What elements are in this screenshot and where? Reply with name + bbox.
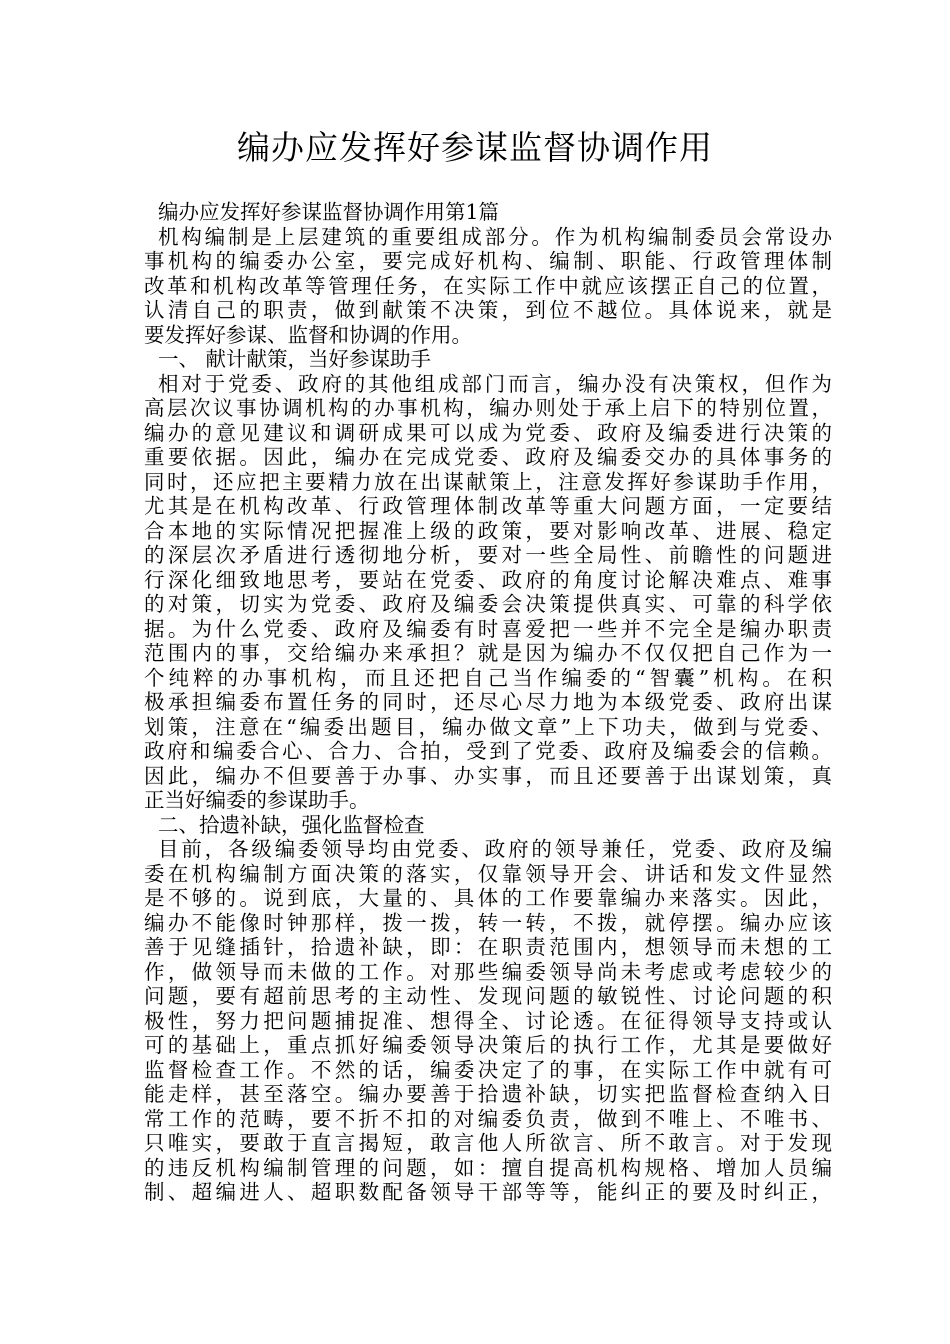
paragraph-line: 改革和机构改革等管理任务，在实际工作中就应该摆正自己的位置， xyxy=(144,273,832,298)
paragraph-line: 相对于党委、政府的其他组成部门而言，编办没有决策权，但作为 xyxy=(158,371,832,396)
paragraph-line: 委在机构编制方面决策的落实，仅靠领导开会、讲话和发文件显然 xyxy=(144,861,832,886)
paragraph-line: 善于见缝插针，拾遗补缺，即：在职责范围内，想领导而未想的工 xyxy=(144,935,832,959)
paragraph-line: 同时，还应把主要精力放在出谋献策上，注意发挥好参谋助手作用， xyxy=(144,469,832,494)
paragraph-line: 尤其是在机构改革、行政管理体制改革等重大问题方面，一定要结 xyxy=(144,494,832,518)
paragraph-line: 的违反机构编制管理的问题，如：擅自提高机构规格、增加人员编 xyxy=(144,1155,832,1180)
paragraph-line: 作，做领导而未做的工作。对那些编委领导尚未考虑或考虑较少的 xyxy=(144,959,832,984)
paragraph-line: 要发挥好参谋、监督和协调的作用。 xyxy=(144,322,472,347)
paragraph-line: 极承担编委布置任务的同时，还尽心尽力地为本级党委、政府出谋 xyxy=(144,690,832,714)
paragraph-line: 事机构的编委办公室，要完成好机构、编制、职能、行政管理体制 xyxy=(144,249,832,273)
document-body xyxy=(144,200,832,1205)
document-subtitle: 编办应发挥好参谋监督协调作用第1篇 xyxy=(158,200,500,224)
paragraph-line: 的对策，切实为党委、政府及编委会决策提供真实、可靠的科学依 xyxy=(144,592,832,616)
paragraph-line: 重要依据。因此，编办在完成党委、政府及编委交办的具体事务的 xyxy=(144,445,832,469)
paragraph-line: 政府和编委合心、合力、合拍，受到了党委、政府及编委会的信赖。 xyxy=(144,739,832,763)
paragraph-line: 认清自己的职责，做到献策不决策，到位不越位。具体说来，就是 xyxy=(144,298,832,322)
paragraph-line: 正当好编委的参谋助手。 xyxy=(144,788,370,812)
paragraph-line: 制、超编进人、超职数配备领导干部等等，能纠正的要及时纠正， xyxy=(144,1180,832,1204)
paragraph-line: 范围内的事，交给编办来承担？就是因为编办不仅仅把自己作为一 xyxy=(144,641,832,665)
paragraph-line: 目前，各级编委领导均由党委、政府的领导兼任，党委、政府及编 xyxy=(158,837,832,861)
paragraph-line: 个纯粹的办事机构，而且还把自己当作编委的“智囊”机构。在积 xyxy=(144,665,832,690)
paragraph-line: 编办的意见建议和调研成果可以成为党委、政府及编委进行决策的 xyxy=(144,420,832,445)
paragraph-line: 常工作的范畴，要不折不扣的对编委负责，做到不唯上、不唯书、 xyxy=(144,1106,832,1131)
paragraph-line: 监督检查工作。不然的话，编委决定了的事，在实际工作中就有可 xyxy=(144,1057,832,1082)
paragraph-line: 问题，要有超前思考的主动性、发现问题的敏锐性、讨论问题的积 xyxy=(144,984,832,1008)
paragraph-line: 据。为什么党委、政府及编委有时喜爱把一些并不完全是编办职责 xyxy=(144,616,832,641)
paragraph-line: 划策，注意在“编委出题目，编办做文章”上下功夫，做到与党委、 xyxy=(144,714,832,739)
paragraph-line: 高层次议事协调机构的办事机构，编办则处于承上启下的特别位置， xyxy=(144,396,832,420)
paragraph-line: 合本地的实际情况把握准上级的政策，要对影响改革、进展、稳定 xyxy=(144,518,832,543)
paragraph-line: 编办不能像时钟那样，拨一拨，转一转，不拨，就停摆。编办应该 xyxy=(144,910,832,935)
paragraph-line: 因此，编办不但要善于办事、办实事，而且还要善于出谋划策，真 xyxy=(144,763,832,788)
paragraph-line: 只唯实，要敢于直言揭短，敢言他人所欲言、所不敢言。对于发现 xyxy=(144,1131,832,1155)
section-heading: 二、拾遗补缺，强化监督检查 xyxy=(158,812,425,837)
paragraph-line: 的深层次矛盾进行透彻地分析，要对一些全局性、前瞻性的问题进 xyxy=(144,543,832,567)
section-heading: 一、 献计献策，当好参谋助手 xyxy=(158,347,432,371)
paragraph-line: 机构编制是上层建筑的重要组成部分。作为机构编制委员会常设办 xyxy=(158,224,832,249)
paragraph-line: 能走样，甚至落空。编办要善于拾遗补缺，切实把监督检查纳入日 xyxy=(144,1082,832,1106)
paragraph-line: 行深化细致地思考，要站在党委、政府的角度讨论解决难点、难事 xyxy=(144,567,832,592)
paragraph-line: 极性，努力把问题捕捉准、想得全、讨论透。在征得领导支持或认 xyxy=(144,1008,832,1033)
document-title: 编办应发挥好参谋监督协调作用 xyxy=(237,128,713,167)
paragraph-line: 是不够的。说到底，大量的、具体的工作要靠编办来落实。因此， xyxy=(144,886,832,910)
paragraph-line: 可的基础上，重点抓好编委领导决策后的执行工作，尤其是要做好 xyxy=(144,1033,832,1057)
